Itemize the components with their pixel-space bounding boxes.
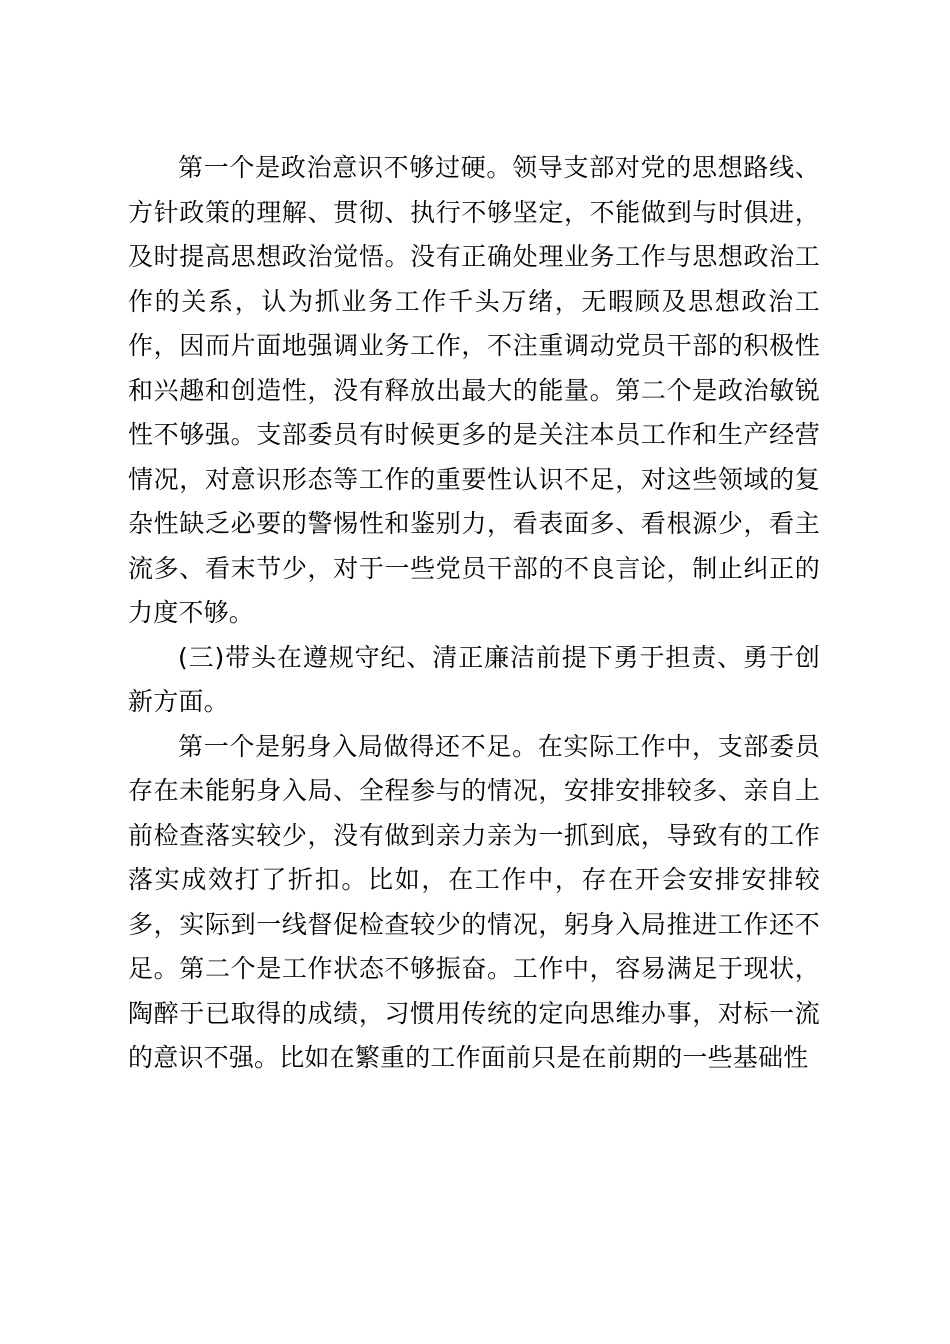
section-heading-discipline: (三)带头在遵规守纪、清正廉洁前提下勇于担责、勇于创新方面。 [128,642,820,716]
paragraph-political-awareness: 第一个是政治意识不够过硬。领导支部对党的思想路线、方针政策的理解、贯彻、执行不够坚定，不能做到与时俱进，及时提高思想政治觉悟。没有正确处理业务工作与思想政治工作的关系，认为抓业务工作千头万绪，无暇顾及思想政治工作，因而片面地强调业务工作，不注重调动党员干部的积极性和兴趣和创造性，没有释放出最大的能量。第二个是政治敏锐性不够强。支部委员有时候更多的是关注本员工作和生产经营情况，对意识形态等工作的重要性认识不足，对这些领域的复杂性缺乏必要的警惕性和鉴别力，看表面多、看根源少，看主流多、看末节少，对于一些党员干部的不良言论，制止纠正的力度不够。 [128,153,820,627]
document-body [128,146,820,1081]
paragraph-hands-on-work: 第一个是躬身入局做得还不足。在实际工作中，支部委员存在未能躬身入局、全程参与的情况，安排安排较多、亲自上前检查落实较少，没有做到亲力亲为一抓到底，导致有的工作落实成效打了折扣。比如，在工作中，存在开会安排安排较多，实际到一线督促检查较少的情况，躬身入局推进工作还不足。第二个是工作状态不够振奋。工作中，容易满足于现状，陶醉于已取得的成绩，习惯用传统的定向思维办事，对标一流的意识不强。比如在繁重的工作面前只是在前期的一些基础性 [128,731,820,1072]
